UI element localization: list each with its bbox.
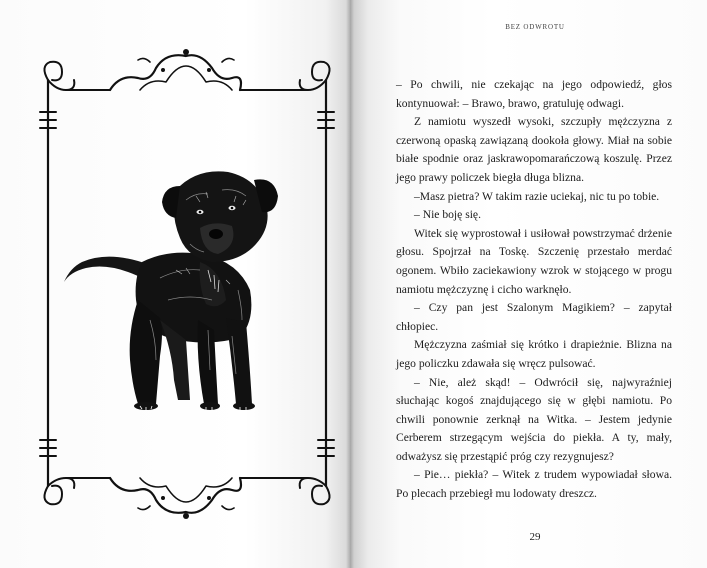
paragraph: Witek się wyprostował i usiłował powstrzymać drżenie głosu. Spojrzał na Toskę. Szczenię przestało merdać ogonem. Wbiło zaciekawiony wzrok w stojącego w progu namiotu mężczyznę i cicho warknęło. (396, 226, 672, 296)
paragraph: –Masz pietra? W takim razie uciekaj, nic tu po tobie. (414, 189, 660, 203)
paragraph: – Nie, ależ skąd! – Odwrócił się, najwyraźniej słuchając kogoś znajdującego się w głębi namiotu. Po chwili ponownie zerknął na Witka. – Jestem jedynie Cerberem strzegącym wejścia do piekła. A ty, mały, odważysz się przestąpić próg czy rezygnujesz? (396, 375, 672, 463)
page-number: 29 (529, 531, 541, 543)
paragraph: – Czy pan jest Szalonym Magikiem? – zapytał chłopiec. (396, 301, 672, 333)
paragraph: – Nie boję się. (414, 208, 481, 222)
running-head: BEZ ODWROTU (505, 23, 565, 31)
ornamental-frame (0, 0, 350, 568)
paragraph: Z namiotu wyszedł wysoki, szczupły mężczyzna z czerwoną opaską zawiązaną dookoła głowy. Miał na sobie białe spodnie oraz jaskrawopomarańczową koszulę. Przez jego prawy policzek biegła długa blizna. (396, 115, 672, 184)
body-text (396, 76, 672, 504)
paragraph: – Po chwili, nie czekając na jego odpowiedź, głos kontynuował: – Brawo, brawo, gratuluję odwagi. (396, 78, 672, 110)
puppy-illustration (64, 171, 278, 410)
paragraph: – Pie… piekła? – Witek z trudem wypowiadał słowa. Po plecach przebiegł mu lodowaty dreszcz. (396, 468, 672, 501)
paragraph: Mężczyzna zaśmiał się krótko i drapieżnie. Blizna na jego policzku zdawała się wręcz pulsować. (396, 338, 672, 370)
